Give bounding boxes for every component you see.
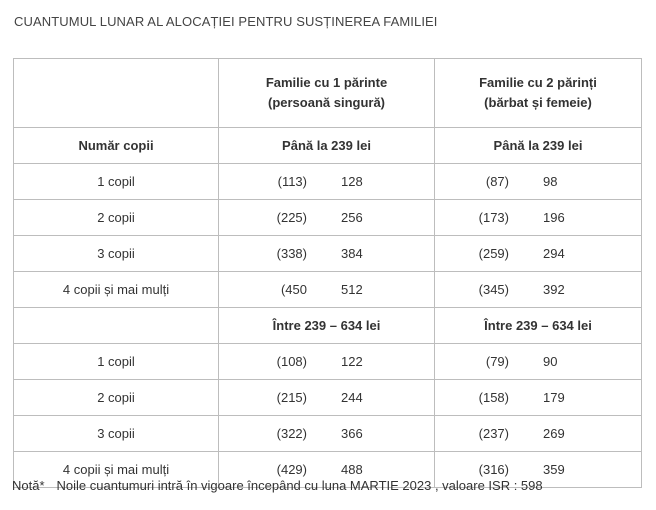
- income-range-two-parents: Între 239 – 634 lei: [435, 308, 642, 344]
- old-amount: (158): [478, 390, 509, 405]
- table-row: [14, 380, 642, 416]
- children-count-label: 2 copii: [14, 380, 219, 416]
- old-amount: (259): [478, 246, 509, 261]
- section-header-row: [14, 308, 642, 344]
- table-row: [14, 272, 642, 308]
- new-amount: 294: [543, 246, 565, 261]
- table-row: [14, 200, 642, 236]
- page-title: CUANTUMUL LUNAR AL ALOCAȚIEI PENTRU SUSȚINEREA FAMILIEI: [14, 14, 438, 29]
- old-amount: (225): [276, 210, 307, 225]
- old-amount: (87): [485, 174, 509, 189]
- new-amount: 359: [543, 462, 565, 477]
- new-amount: 384: [341, 246, 363, 261]
- new-amount: 366: [341, 426, 363, 441]
- old-amount: (429): [276, 462, 307, 477]
- header-two-parents-line1: Familie cu 2 părinți: [479, 75, 597, 90]
- new-amount: 196: [543, 210, 565, 225]
- old-amount: (338): [276, 246, 307, 261]
- old-amount: (79): [485, 354, 509, 369]
- table-row: [14, 416, 642, 452]
- footnote-marker: Notă*: [12, 478, 45, 493]
- section-header-row: [14, 128, 642, 164]
- children-count-label: 1 copil: [14, 164, 219, 200]
- new-amount: 244: [341, 390, 363, 405]
- old-amount: (345): [478, 282, 509, 297]
- income-range-single-parent: Între 239 – 634 lei: [219, 308, 435, 344]
- old-amount: (322): [276, 426, 307, 441]
- income-range-two-parents: Până la 239 lei: [435, 128, 642, 164]
- children-count-label: 2 copii: [14, 200, 219, 236]
- allowance-table: [13, 58, 642, 488]
- table-row: [14, 164, 642, 200]
- new-amount: 488: [341, 462, 363, 477]
- old-amount: (108): [276, 354, 307, 369]
- header-single-parent-line1: Familie cu 1 părinte: [265, 75, 388, 90]
- old-amount: (450: [280, 282, 307, 297]
- table-row: [14, 236, 642, 272]
- footnote: [12, 478, 543, 493]
- old-amount: (113): [277, 174, 307, 189]
- table-row: [14, 344, 642, 380]
- new-amount: 269: [543, 426, 565, 441]
- header-single-parent: [219, 59, 435, 128]
- header-two-parents-line2: (bărbat și femeie): [484, 95, 592, 110]
- new-amount: 392: [543, 282, 565, 297]
- header-empty-cell: [14, 59, 219, 128]
- income-range-single-parent: Până la 239 lei: [219, 128, 435, 164]
- children-count-label: 4 copii și mai mulți: [14, 272, 219, 308]
- children-count-label: 3 copii: [14, 236, 219, 272]
- old-amount: (173): [478, 210, 509, 225]
- old-amount: (215): [276, 390, 307, 405]
- table-header-row: [14, 59, 642, 128]
- new-amount: 256: [341, 210, 363, 225]
- header-two-parents: [435, 59, 642, 128]
- new-amount: 512: [341, 282, 363, 297]
- new-amount: 90: [543, 354, 558, 369]
- header-single-parent-line2: (persoană singură): [267, 95, 386, 110]
- old-amount: (237): [478, 426, 509, 441]
- new-amount: 128: [341, 174, 363, 189]
- row-label-header: [14, 308, 219, 344]
- children-count-label: 3 copii: [14, 416, 219, 452]
- new-amount: 179: [543, 390, 565, 405]
- row-label-header: Număr copii: [14, 128, 219, 164]
- footnote-text: Noile cuantumuri intră în vigoare începând cu luna MARTIE 2023 , valoare ISR : 598: [56, 478, 543, 493]
- old-amount: (316): [478, 462, 509, 477]
- new-amount: 122: [341, 354, 363, 369]
- children-count-label: 4 copii și mai mulți: [14, 452, 219, 488]
- new-amount: 98: [543, 174, 558, 189]
- children-count-label: 1 copil: [14, 344, 219, 380]
